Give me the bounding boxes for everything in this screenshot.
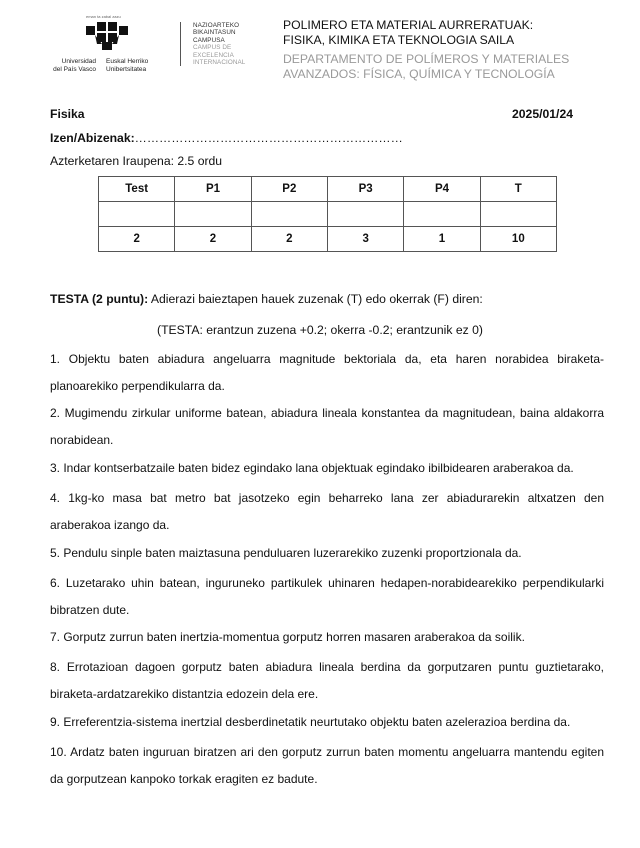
points-cell: 3 bbox=[327, 227, 403, 252]
header-cell: P2 bbox=[251, 177, 327, 202]
name-label: Izen/Abizenak: bbox=[50, 131, 135, 145]
subject-label: Fisika bbox=[50, 107, 85, 121]
header-cell: Test bbox=[99, 177, 175, 202]
header-cell: P4 bbox=[404, 177, 480, 202]
test-question-7: 7. Gorputz zurrun baten inertzia-momentua gorputz horren masaren araberakoa da soilik. bbox=[50, 630, 525, 644]
score-entry-cell bbox=[404, 202, 480, 227]
score-points-row bbox=[99, 227, 557, 252]
test-section-heading bbox=[50, 292, 483, 306]
header-cell: P3 bbox=[327, 177, 403, 202]
exam-duration: Azterketaren Iraupena: 2.5 ordu bbox=[50, 154, 223, 168]
department-title: POLIMERO ETA MATERIAL AURRERATUAK: FISIKA, KIMIKA ETA TEKNOLOGIA SAILA DEPARTAMENTO DE POLÍMEROS Y MATERIALES AVANZADOS: FÍSICA, QUÍMICA Y TECNOLOGÍA bbox=[283, 18, 570, 81]
campus-excellence-label: NAZIOARTEKO BIKAINTASUN CAMPUSA CAMPUS DE EXCELENCIA INTERNACIONAL bbox=[180, 22, 245, 66]
logo-caption: eman ta zabal zazu bbox=[86, 14, 121, 19]
university-name-es: Universidad del País Vasco bbox=[53, 58, 96, 73]
score-entry-cell bbox=[99, 202, 175, 227]
upv-ehu-emblem-icon bbox=[84, 20, 130, 52]
score-table bbox=[98, 176, 557, 252]
name-field bbox=[50, 131, 403, 145]
university-name-eu: Euskal Herriko Unibertsitatea bbox=[106, 58, 149, 73]
score-header-row bbox=[99, 177, 557, 202]
test-question-2: 2. Mugimendu zirkular uniforme batean, abiadura lineala konstantea da magnitudean, baina aldakorra norabidean. bbox=[50, 406, 604, 447]
exam-date: 2025/01/24 bbox=[512, 107, 573, 121]
points-cell: 10 bbox=[480, 227, 556, 252]
test-question-10: 10. Ardatz baten inguruan biratzen ari den gorputz zurrun baten momentu angeluarra mantendu egiten da gorputzean kanpoko torkak eragiten ez badute. bbox=[50, 745, 604, 786]
test-question-9: 9. Erreferentzia-sistema inertzial desberdinetatik neurtutako objektu baten azelerazioa berdina da. bbox=[50, 715, 571, 729]
test-question-4: 4. 1kg-ko masa bat metro bat jasotzeko egin beharreko lana zer abiadurarekin altxatzen den araberakoa izango da. bbox=[50, 491, 604, 532]
test-question-3: 3. Indar kontserbatzaile baten bidez egindako lana objektuak egindako ibilbidearen araberakoa da. bbox=[50, 461, 574, 475]
score-blank-row bbox=[99, 202, 557, 227]
university-logo bbox=[40, 14, 170, 78]
score-entry-cell bbox=[175, 202, 251, 227]
test-question-6: 6. Luzetarako uhin batean, inguruneko partikulek uhinaren hedapen-norabidearekiko perpendikularki bibratzen dute. bbox=[50, 576, 604, 617]
test-question-8: 8. Errotazioan dagoen gorputz baten abiadura lineala berdina da gorputzaren puntu guztietarako, biraketa-ardatzarekiko distantzia edozein dela ere. bbox=[50, 660, 604, 701]
test-instruction: Adierazi baieztapen hauek zuzenak (T) edo okerrak (F) diren: bbox=[148, 292, 483, 306]
score-entry-cell bbox=[251, 202, 327, 227]
test-title: TESTA (2 puntu): bbox=[50, 292, 149, 306]
test-scoring-rule: (TESTA: erantzun zuzena +0.2; okerra -0.2; erantzunik ez 0) bbox=[157, 323, 483, 337]
test-question-1: 1. Objektu baten abiadura angeluarra magnitude bektoriala da, eta haren norabidea biraketa-planoarekiko perpendikularra da. bbox=[50, 352, 604, 393]
score-entry-cell bbox=[327, 202, 403, 227]
test-question-5: 5. Pendulu sinple baten maiztasuna penduluaren luzerarekiko zuzenki proportzionala da. bbox=[50, 546, 522, 560]
score-entry-cell bbox=[480, 202, 556, 227]
name-dots: ………………………………………………………… bbox=[134, 131, 403, 145]
points-cell: 1 bbox=[404, 227, 480, 252]
points-cell: 2 bbox=[175, 227, 251, 252]
header-cell: P1 bbox=[175, 177, 251, 202]
points-cell: 2 bbox=[251, 227, 327, 252]
points-cell: 2 bbox=[99, 227, 175, 252]
header-cell: T bbox=[480, 177, 556, 202]
